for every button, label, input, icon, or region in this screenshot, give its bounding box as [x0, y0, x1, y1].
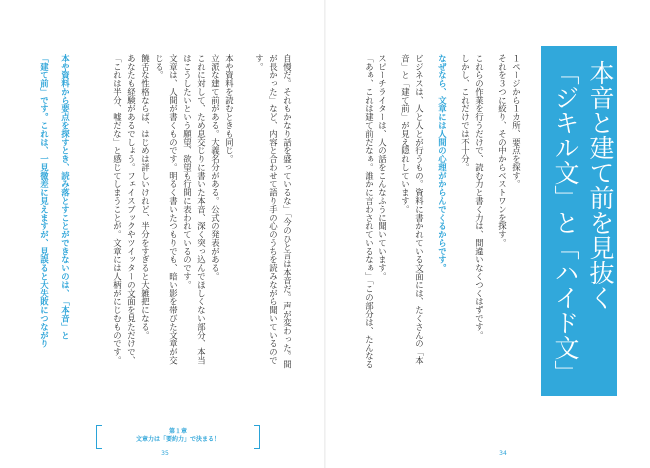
body-column: 文章は、人間が書くものです。明るく書いたつもりでも、暗い影を帯びた文章が交	[168, 54, 179, 365]
body-column: はこうしたいという願望、欲望も行間に表われているのです。	[182, 54, 193, 289]
body-column: 「あぁ、これは建て前だなぁ。誰かに言わされているなぁ」「この部分は、たんなる	[364, 54, 375, 369]
body-column: 音」と「建て前」が見え隠れしています。	[400, 54, 411, 214]
emphasis-column: 本や資料から要点を探すとき、読み落とすことができないのは、「本音」と	[60, 54, 71, 340]
title-line-2: 「ジキル文」と「ハイド文」	[551, 60, 580, 385]
body-column: これに対して、ため息交じりに書いた本音、深く突っ込んでほしくない部分、本当	[196, 54, 207, 365]
body-column: が長かった」など、内容と合わせて語り手の心のうちを読みながら聞いているので	[268, 54, 279, 365]
page-number-right: 34	[499, 450, 507, 457]
body-column: 立派な建て前がある。大義名分がある。公式の発表がある。	[210, 54, 221, 281]
emphasis-column: なぜなら、文章には人間の心理がからんでくるからです。	[437, 54, 448, 273]
title-line-1: 本音と建て前を見抜く	[586, 60, 615, 310]
body-column: しかし、これだけでは不十分。	[460, 54, 471, 172]
chapter-footer	[96, 425, 260, 449]
body-column: す。	[254, 54, 265, 71]
page-number-left: 35	[161, 450, 169, 457]
body-column: じる。	[154, 54, 165, 80]
body-column: 饒舌な性格ならば、はじめは詳しいけれど、半分をすぎると大雑把になる。	[140, 54, 151, 340]
body-column: あなたも経験があるでしょう。フェイスブックやツイッターの文面を見ただけで、	[126, 54, 137, 365]
body-column: これらの作業を行うだけで、読む力と書く力は、間違いなくつくはずです。	[474, 54, 485, 340]
footer-chapter-title: 文章力は「要約力」で決まる！	[135, 436, 220, 443]
body-column: 自慢だ。それもかなり話を盛っているな」「今のひと言は本音だ。声が変わった。間	[282, 54, 293, 369]
gutter-divider	[324, 0, 326, 468]
body-column: ビジネスは、人と人とが行うもの。資料に書かれている文面には、たくさんの「本	[414, 54, 425, 365]
footer-chapter-label: 第１章	[168, 428, 187, 435]
body-column: スピーチライターは、人の話をこんなふうに聞いています。	[377, 54, 388, 281]
body-column: それを３つに絞り、その中からベストワンを探す。	[497, 54, 508, 247]
body-column: 「これは半分、嘘だな」と感じてしまうことが。文章には人柄がにじむものです。	[112, 54, 123, 365]
emphasis-column: 「建て前」です。これは、一見微差に見えますが、見誤ると大失敗につながり	[39, 54, 50, 348]
body-column: 本や資料を読むときも同じ。	[224, 54, 235, 164]
body-column: １ページから１カ所、要点を探す。	[511, 54, 522, 189]
